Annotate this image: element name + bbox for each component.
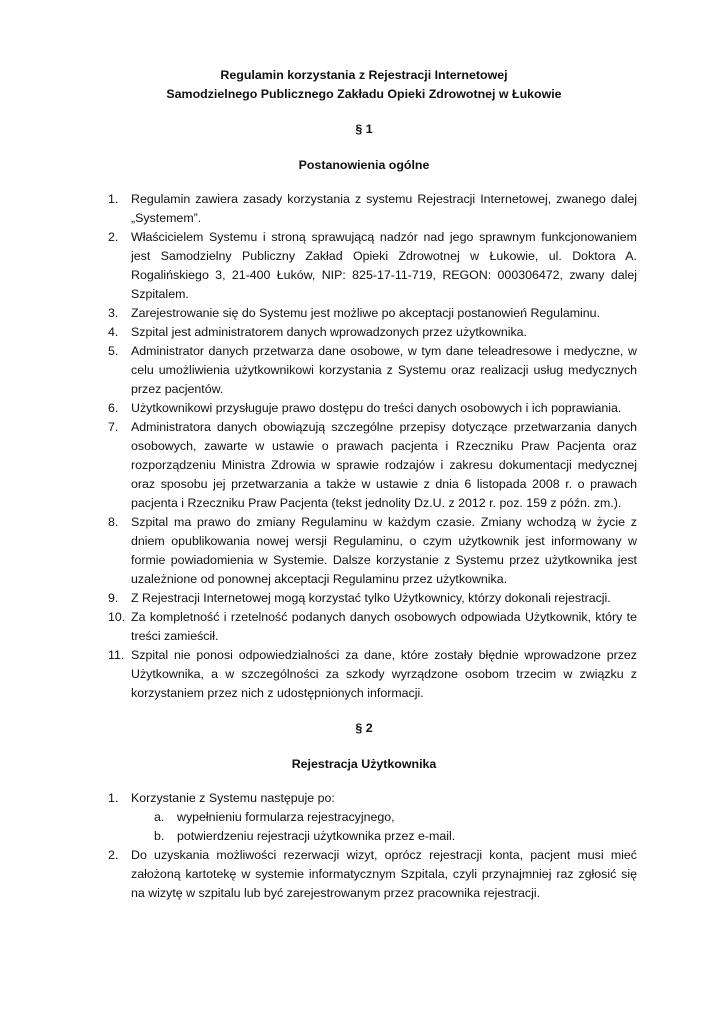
list-item [91, 418, 637, 513]
list-item-number: 1. [108, 192, 119, 206]
sub-list-item-letter: a. [154, 810, 165, 824]
list-item-text: Szpital jest administratorem danych wprowadzonych przez użytkownika. [131, 325, 527, 339]
list-item-number: 11. [108, 648, 125, 662]
list-item-text: Regulamin zawiera zasady korzystania z systemu Rejestracji Internetowej, zwanego dalej „Systemem”. [131, 192, 637, 225]
list-item-text: Do uzyskania możliwości rezerwacji wizyt, oprócz rejestracji konta, pacjent musi mieć założoną kartotekę w systemie informatycznym Szpitala, czyli przynajmniej raz zgłosić się na wizytę w szpitalu lub być zarejestrowanym przez pracownika rejestracji. [131, 848, 637, 900]
list-item [91, 304, 637, 323]
list-item-number: 3. [108, 306, 119, 320]
list-item-text: Z Rejestracji Internetowej mogą korzystać tylko Użytkownicy, którzy dokonali rejestracji. [131, 591, 611, 605]
section-1-list [91, 190, 637, 703]
section-2-list [91, 789, 637, 903]
sub-list [131, 808, 637, 846]
list-item [91, 190, 637, 228]
section-2-heading: Rejestracja Użytkownika [291, 757, 437, 771]
list-item [91, 846, 637, 903]
list-item-number: 9. [108, 591, 119, 605]
section-2-number: § 2 [355, 721, 373, 735]
list-item-text: Administrator danych przetwarza dane osobowe, w tym dane teleadresowe i medyczne, w celu umożliwienia użytkownikowi korzystania z Systemu oraz realizacji usług medycznych przez pacjentów. [131, 344, 637, 396]
sub-list-item [131, 808, 637, 827]
list-item-number: 1. [108, 791, 119, 805]
list-item [91, 342, 637, 399]
section-1-number: § 1 [355, 122, 373, 136]
list-item-text: Zarejestrowanie się do Systemu jest możliwe po akceptacji postanowień Regulaminu. [131, 306, 601, 320]
sub-list-item-letter: b. [154, 829, 165, 843]
list-item [91, 323, 637, 342]
sub-list-item [131, 827, 637, 846]
list-item-text: Za kompletność i rzetelność podanych danych osobowych odpowiada Użytkownik, który te treści zamieścił. [131, 610, 637, 643]
list-item [91, 608, 637, 646]
list-item-number: 6. [108, 401, 119, 415]
list-item [91, 589, 637, 608]
list-item-text: Szpital nie ponosi odpowiedzialności za dane, które zostały błędnie wprowadzone przez Użytkownika, a w szczególności za szkody wyrządzone osobom trzecim w związku z korzystaniem przez nich z udostępnionych informacji. [131, 648, 637, 700]
list-item-number: 5. [108, 344, 119, 358]
section-1-heading: Postanowienia ogólne [298, 158, 430, 172]
list-item [91, 646, 637, 703]
document-title-line-2: Samodzielnego Publicznego Zakładu Opieki Zdrowotnej w Łukowie [166, 87, 562, 101]
list-item-number: 2. [108, 848, 119, 862]
list-item-text: Właścicielem Systemu i stroną sprawującą nadzór nad jego sprawnym funkcjonowaniem jest Samodzielny Publiczny Zakład Opieki Zdrowotnej w Łukowie, ul. Doktora A. Rogalińskiego 3, 21-400 Łuków, NIP: 825-17-11-719, REGON: 000306472, zwany dalej Szpitalem. [131, 230, 637, 301]
list-item-number: 10. [108, 610, 126, 624]
list-item [91, 399, 637, 418]
list-item-text: Szpital ma prawo do zmiany Regulaminu w każdym czasie. Zmiany wchodzą w życie z dniem opublikowania nowej wersji Regulaminu, o czym użytkownik jest informowany w formie powiadomienia w Systemie. Dalsze korzystanie z Systemu przez użytkownika jest uzależnione od ponownej akceptacji Regulaminu przez użytkownika. [131, 515, 637, 586]
list-item [91, 789, 637, 846]
list-item-number: 2. [108, 230, 119, 244]
sub-list-item-text: potwierdzeniu rejestracji użytkownika przez e-mail. [177, 829, 456, 843]
list-item-number: 4. [108, 325, 119, 339]
list-item [91, 513, 637, 589]
list-item-number: 8. [108, 515, 119, 529]
list-item-text: Administratora danych obowiązują szczególne przepisy dotyczące przetwarzania danych osobowych, zawarte w ustawie o prawach pacjenta i Rzeczniku Praw Pacjenta oraz rozporządzeniu Ministra Zdrowia w sprawie rodzajów i zakresu dokumentacji medycznej oraz sposobu jej przetwarzania a także w ustawie z dnia 6 listopada 2008 r. o prawach pacjenta i Rzeczniku Praw Pacjenta (tekst jednolity Dz.U. z 2012 r. poz. 159 z późn. zm.). [131, 420, 637, 510]
document-title-line-1: Regulamin korzystania z Rejestracji Internetowej [220, 68, 508, 82]
sub-list-item-text: wypełnieniu formularza rejestracyjnego, [177, 810, 395, 824]
list-item-text: Użytkownikowi przysługuje prawo dostępu do treści danych osobowych i ich poprawiania. [131, 401, 622, 415]
list-item-number: 7. [108, 420, 119, 434]
list-item [91, 228, 637, 304]
list-item-text: Korzystanie z Systemu następuje po: [131, 791, 335, 805]
